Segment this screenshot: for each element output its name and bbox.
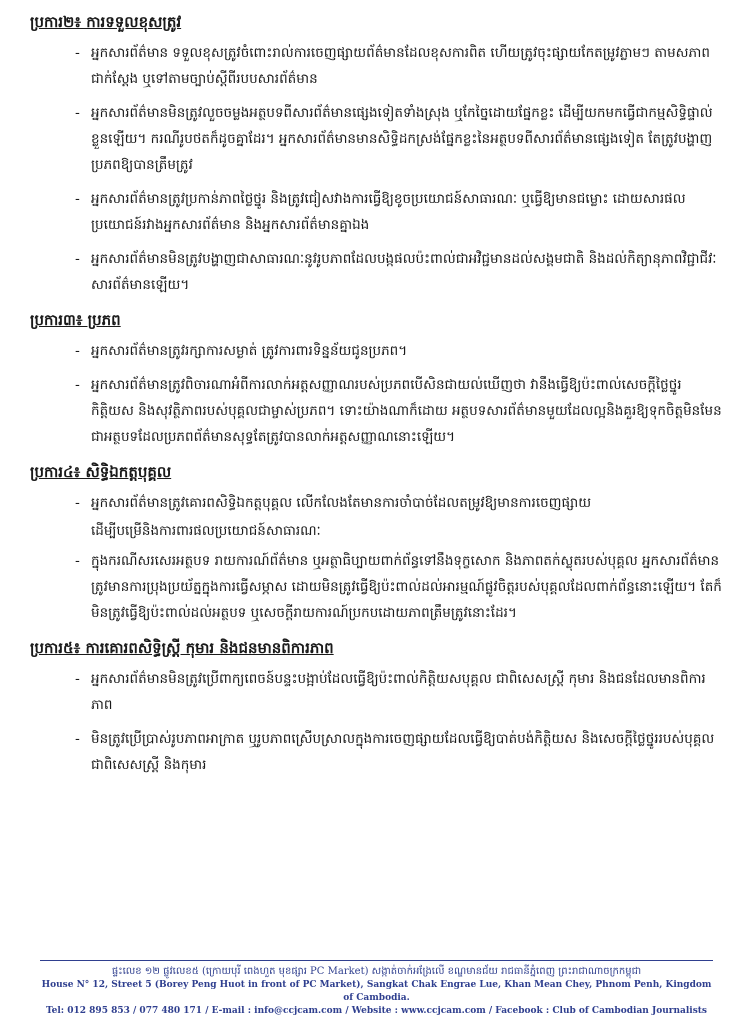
dash-bullet-icon: - — [75, 251, 80, 267]
item-text: ក្នុងករណីសរសេរអត្ថបទ រាយការណ៍ព័ត៌មាន ឬអត្ថាធិប្បាយពាក់ព័ន្ធទៅនឹងទុក្ខសោក និងភាពតក់ស្លុតរបស់បុគ្គល អ្នកសារព័ត៌មានត្រូវមានការប្រុងប្រយ័ត្នក្នុងការធ្វើសម្ភាស ដោយមិនត្រូវធ្វើឱ្យប៉ះពាល់ដល់អារម្មណ៍ផ្លូវចិត្តរបស់បុគ្គលដែលពាក់ព័ន្ធនោះឡើយ។ តែក៏មិនត្រូវធ្វើឱ្យប៉ះពាល់ដល់អត្ថបទ ឬសេចក្តីរាយការណ៍ប្រកបដោយភាពត្រឹមត្រូវនោះដែរ។ — [91, 553, 722, 621]
list-item — [75, 548, 725, 626]
dash-bullet-icon: - — [75, 377, 80, 393]
item-continuation: ដើម្បីបម្រើនិងការពារផលប្រយោជន៍សាធារណៈ — [91, 523, 321, 539]
item-text: អ្នកសារព័ត៌មានមិនត្រូវបង្ហាញជាសាធារណៈនូវរូបភាពដែលបង្កផលប៉ះពាល់ជាអវិជ្ជមានដល់សង្គមជាតិ និងដល់កិត្យានុភាពវិជ្ជាជីវៈសារព័ត៌មានឡើយ។ — [91, 251, 717, 293]
article-heading: ប្រការ៤៖ សិទ្ធិឯកត្តបុគ្គល — [30, 463, 172, 481]
item-text: អ្នកសារព័ត៌មានត្រូវពិចារណាអំពីការលាក់អត្តសញ្ញាណរបស់ប្រភពបើសិនជាយល់ឃើញថា វានឹងធ្វើឱ្យប៉ះពាល់សេចក្តីថ្លៃថ្នូរ កិត្តិយស និងសុវត្ថិភាពរបស់បុគ្គលជាម្ចាស់ប្រភព។ ទោះយ៉ាងណាក៏ដោយ អត្ថបទសារព័ត៌មានមួយដែលល្អនិងគួរឱ្យទុកចិត្តមិនមែនជាអត្ថបទដែលប្រភពព័ត៌មានសុទ្ធតែត្រូវបានលាក់អត្តសញ្ញាណនោះឡើយ។ — [91, 377, 722, 445]
article-4 — [30, 460, 725, 626]
article-3 — [30, 308, 725, 450]
list-item — [75, 40, 725, 92]
article-5 — [30, 636, 725, 778]
article-body — [75, 490, 725, 626]
article-heading: ប្រការ៥៖ ការគោរពសិទ្ធិស្ត្រី កុមារ និងជនមានពិការភាព — [30, 639, 334, 657]
dash-bullet-icon: - — [75, 495, 80, 511]
list-item — [75, 372, 725, 450]
dash-bullet-icon: - — [75, 105, 80, 121]
item-text: អ្នកសារព័ត៌មាន ទទួលខុសត្រូវចំពោះរាល់ការចេញផ្សាយព័ត៌មានដែលខុសការពិត ហើយត្រូវចុះផ្សាយកែតម្រូវភ្លាមៗ តាមសភាពជាក់ស្តែង ឬទៅតាមច្បាប់ស្តីពីរបបសារព័ត៌មាន — [91, 45, 710, 87]
list-item — [75, 726, 725, 778]
article-body — [75, 40, 725, 298]
dash-bullet-icon: - — [75, 671, 80, 687]
item-text: មិនត្រូវប្រើប្រាស់រូបភាពអាក្រាត ឬរូបភាពស្រើបស្រាលក្នុងការចេញផ្សាយដែលធ្វើឱ្យបាត់បង់កិត្តិយស និងសេចក្តីថ្លៃថ្នូររបស់បុគ្គល ជាពិសេសស្ត្រី និងកុមារ — [91, 731, 715, 773]
item-text: អ្នកសារព័ត៌មានត្រូវប្រកាន់ភាពថ្លៃថ្នូរ និងត្រូវជៀសវាងការធ្វើឱ្យខូចប្រយោជន៍សាធារណៈ ឬធ្វើឱ្យមានជម្លោះ ដោយសារផលប្រយោជន៍រវាងអ្នកសារព័ត៌មាន និងអ្នកសារព័ត៌មានគ្នាឯង — [91, 191, 686, 233]
item-text: អ្នកសារព័ត៌មានត្រូវរក្សាការសម្ងាត់ ត្រូវការពារទិន្នន័យជូនប្រភព។ — [91, 343, 408, 359]
list-item — [75, 186, 725, 238]
article-2 — [30, 10, 725, 298]
document-content — [30, 10, 725, 786]
list-item — [75, 666, 725, 718]
list-item — [75, 338, 725, 364]
article-body — [75, 338, 725, 450]
item-text: អ្នកសារព័ត៌មានមិនត្រូវលួចចម្លងអត្ថបទពីសារព័ត៌មានផ្សេងទៀតទាំងស្រុង ឬកែច្នៃដោយផ្នែកខ្លះ ដើម្បីយកមកធ្វើជាកម្មសិទ្ធិផ្ទាល់ខ្លួនឡើយ។ ករណីរូបថតក៏ដូចគ្នាដែរ។ អ្នកសារព័ត៌មានមានសិទ្ធិដកស្រង់ផ្នែកខ្លះនៃអត្ថបទពីសារព័ត៌មានផ្សេងទៀត តែត្រូវបង្ហាញប្រភពឱ្យបានត្រឹមត្រូវ — [91, 105, 713, 173]
article-heading: ប្រការ៣៖ ប្រភព — [30, 311, 121, 329]
dash-bullet-icon: - — [75, 191, 80, 207]
footer-address: House N° 12, Street 5 (Borey Peng Huot in front of PC Market), Sangkat Chak Engrae Lue, Khan Mean Chey, Phnom Penh, Kingdom of Cambodia. — [41, 980, 712, 1003]
article-heading: ប្រការ២៖ ការទទួលខុសត្រូវ — [30, 13, 182, 31]
list-item — [75, 100, 725, 178]
dash-bullet-icon: - — [75, 343, 80, 359]
item-text: អ្នកសារព័ត៌មានមិនត្រូវប្រើពាក្យពេចន៍បន្ទះបង្អាប់ដែលធ្វើឱ្យប៉ះពាល់កិត្តិយសបុគ្គល ជាពិសេសស្ត្រី កុមារ និងជនដែលមានពិការភាព — [91, 671, 706, 713]
item-text: អ្នកសារព័ត៌មានត្រូវគោរពសិទ្ធិឯកត្តបុគ្គល លើកលែងតែមានការចាំបាច់ដែលតម្រូវឱ្យមានការចេញផ្សាយ — [91, 495, 592, 511]
footer-address-khmer: ផ្ទះលេខ ១២ ផ្លូវលេខ៥ (ក្រោយបុរី ពេងហួត មុខផ្សារ PC Market) សង្កាត់ចាក់អង្រែលើ ខណ្ឌមានជ័យ រាជធានីភ្នំពេញ ព្រះរាជាណាចក្រកម្ពុជា — [111, 966, 642, 977]
list-item — [75, 246, 725, 298]
dash-bullet-icon: - — [75, 731, 80, 747]
footer-contact: Tel: 012 895 853 / 077 480 171 / E-mail : info@ccjcam.com / Website : www.ccjcam.com / Facebook : Club of Cambodian Journalists — [45, 1006, 708, 1016]
article-body — [75, 666, 725, 778]
list-item — [75, 490, 725, 516]
page-footer — [40, 960, 713, 1018]
dash-bullet-icon: - — [75, 45, 80, 61]
dash-bullet-icon: - — [75, 553, 80, 569]
